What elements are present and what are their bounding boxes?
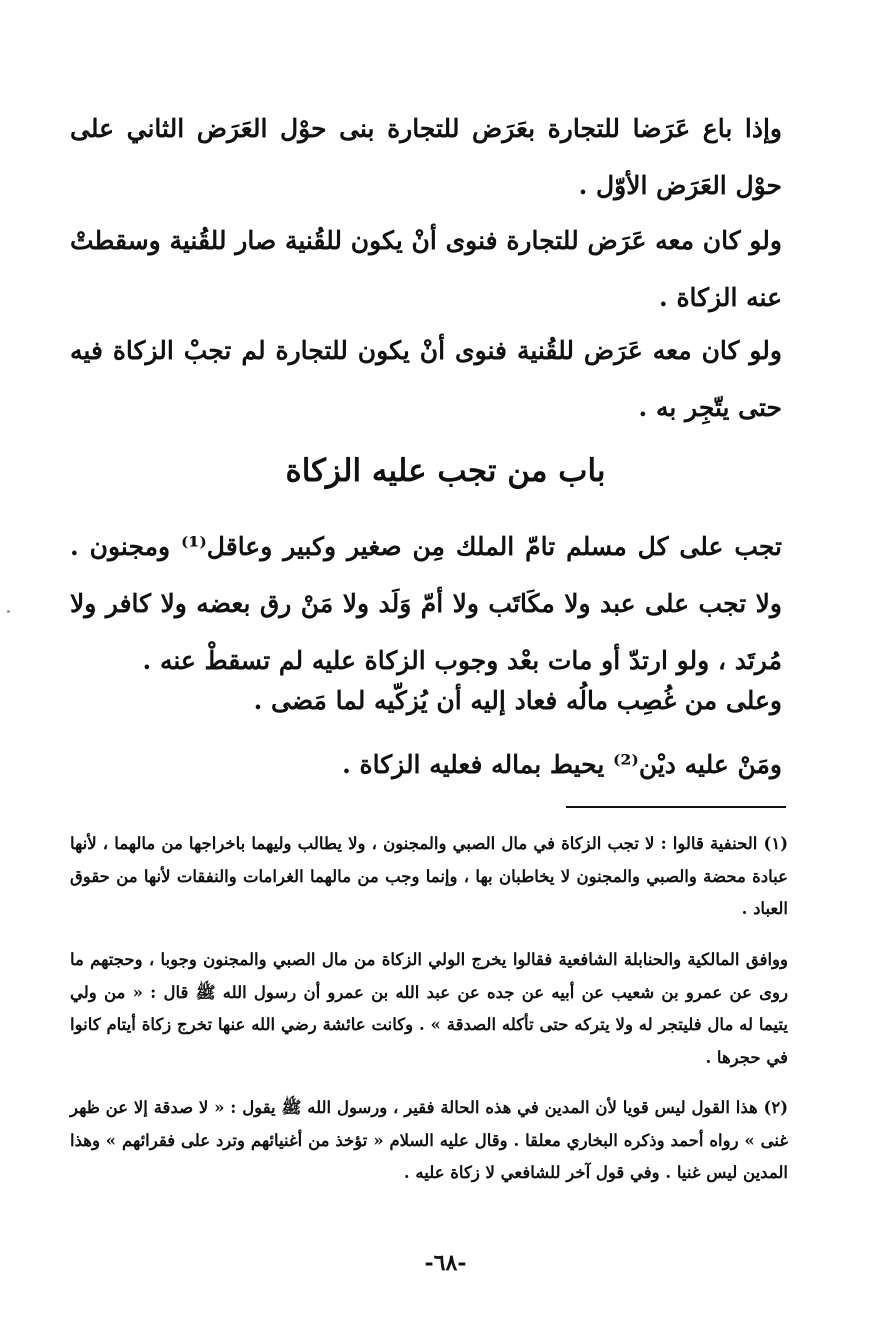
paragraph-personal-to-trade: ولو كان معه عَرَض للقُنية فنوى أنْ يكون للتجارة لم تجبْ الزكاة فيه حتى يتّجِر به . [70,336,782,422]
footnote-2: (٢) هذا القول ليس قويا لأن المدين في هذه الحالة فقير ، ورسول الله ﷺ يقول : « لا صدقة إلا عن ظهر غنى » رواه أحمد وذكره البخاري معلقا . وقال عليه السلام « تؤخذ من أغنيائهم وترد على فقرائهم » وهذا المدين ليس غنيا . وفي قول آخر للشافعي لا زكاة عليه . [70,1098,788,1182]
paragraph-usurped-property: وعلى من غُصِب مالُه فعاد إليه أن يُزكّيه لما مَضى . [253,686,782,715]
footnote-1: (١) الحنفية قالوا : لا تجب الزكاة في مال الصبي والمجنون ، ولا يطالب وليهما باخراجها من مالهما ، لأنها عبادة محضة والصبي والمجنون لا يخاطبان بها ، وإنما وجب من مالهما الغرامات والنفقات لأنها من حقوق العباد . [70,834,788,918]
page-number: -٦٨- [424,1250,467,1276]
footnote-separator [566,806,786,808]
footnote-1-continued: ووافق المالكية والحنابلة الشافعية فقالوا يخرج الولي الزكاة من مال الصبي والمجنون وجوبا ، وحجتهم ما روى عن عمرو بن شعيب عن أبيه عن جده عن عبد الله بن عمرو أن رسول الله ﷺ قال : « من ولي يتيما له مال فليتجر له ولا يتركه حتى تأكله الصدقة » . وكانت عائشة رضي الله عنها تخرج زكاة أيتام كانوا في حجرها . [70,950,788,1067]
section-heading: باب من تجب عليه الزكاة [285,453,606,489]
paragraph-trade-exchange: وإذا باع عَرَضا للتجارة بعَرَض للتجارة بنى حوْل العَرَض الثاني على حوْل العَرَض الأوّل . [70,114,782,200]
paragraph-who-pays-zakat: تجب على كل مسلم تامّ الملك مِن صغير وكبير وعاقل⁽¹⁾ ومجنون . ولا تجب على عبد ولا مكَاتَب ولا أمّ وَلَد ولا مَنْ رق بعضه ولا كافر ولا مُرتَد ، ولو ارتدّ أو مات بعْد وجوب الزكاة عليه لم تسقطْ عنه . [70,532,782,675]
paragraph-debtor: ومَنْ عليه ديْن⁽²⁾ يحيط بماله فعليه الزكاة . [342,750,782,779]
scan-speck [7,610,10,613]
paragraph-trade-to-personal: ولو كان معه عَرَض للتجارة فنوى أنْ يكون للقُنية صار للقُنية وسقطتْ عنه الزكاة . [70,226,782,312]
